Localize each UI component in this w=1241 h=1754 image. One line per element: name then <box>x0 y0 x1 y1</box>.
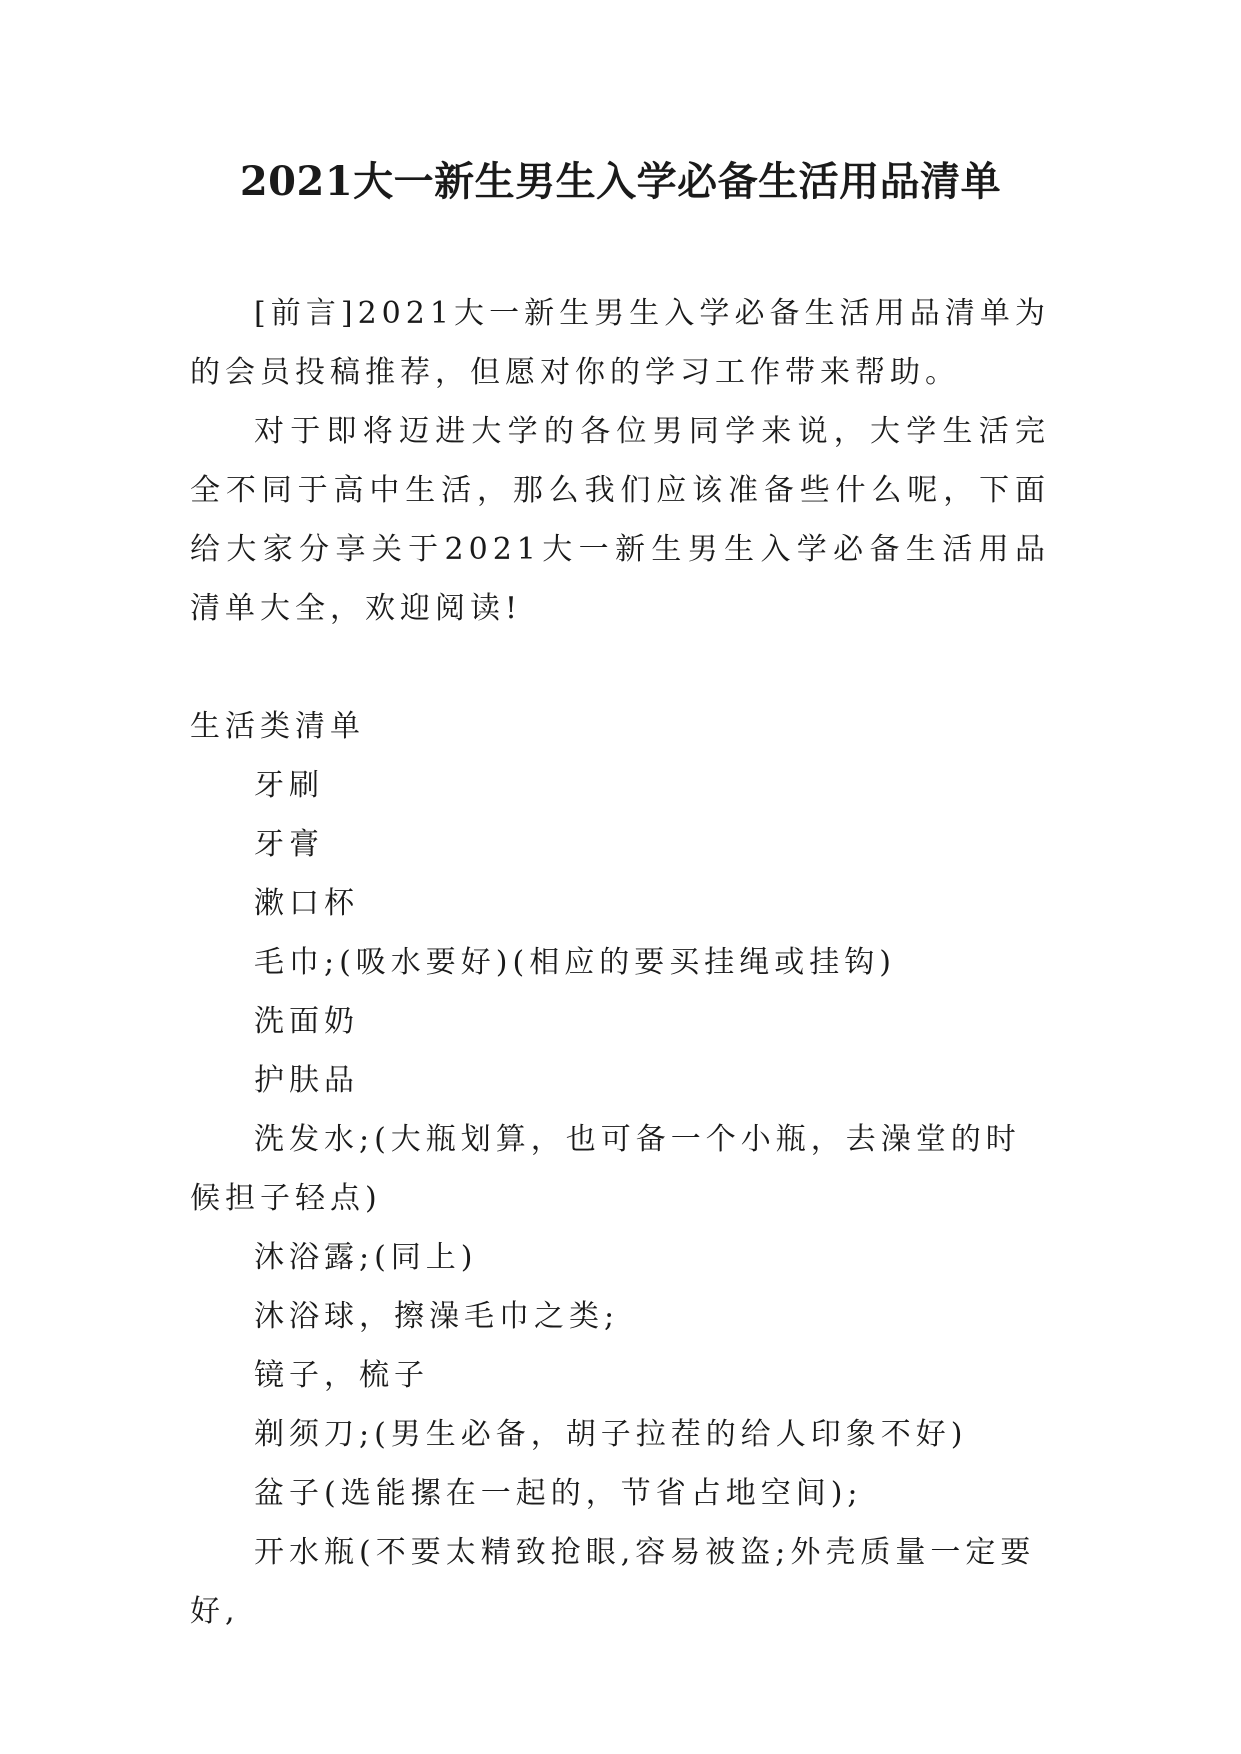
list-item: 镜子，梳子 <box>254 1358 429 1393</box>
list-item: 沐浴露;(同上) <box>254 1240 478 1275</box>
list-item: 盆子(选能摞在一起的，节省占地空间); <box>254 1476 863 1511</box>
list-item: 开水瓶(不要太精致抢眼,容易被盗;外壳质量一定要好, <box>190 1535 1036 1629</box>
list-item: 剃须刀;(男生必备，胡子拉茬的给人印象不好) <box>254 1417 968 1452</box>
section-heading: 生活类清单 <box>190 709 365 744</box>
list-item: 护肤品 <box>254 1063 359 1098</box>
preface-paragraph: [前言]2021大一新生男生入学必备生活用品清单为的会员投稿推荐，但愿对你的学习工作带来帮助。 <box>190 296 1050 390</box>
list-item: 沐浴球，擦澡毛巾之类; <box>254 1299 620 1334</box>
document-title: 2021大一新生男生入学必备生活用品清单 <box>239 158 1002 205</box>
document-body <box>190 284 1050 1641</box>
list-item: 洗发水;(大瓶划算，也可备一个小瓶，去澡堂的时候担子轻点) <box>190 1122 1021 1216</box>
blank-line <box>190 638 1050 697</box>
list-item: 毛巾;(吸水要好)(相应的要买挂绳或挂钩) <box>254 945 896 980</box>
list-item: 洗面奶 <box>254 1004 359 1039</box>
intro-paragraph: 对于即将迈进大学的各位男同学来说，大学生活完全不同于高中生活，那么我们应该准备些什么呢，下面给大家分享关于2021大一新生男生入学必备生活用品清单大全，欢迎阅读! <box>190 414 1050 626</box>
list-item: 漱口杯 <box>254 886 359 921</box>
list-item: 牙膏 <box>254 827 324 862</box>
list-item: 牙刷 <box>254 768 324 803</box>
